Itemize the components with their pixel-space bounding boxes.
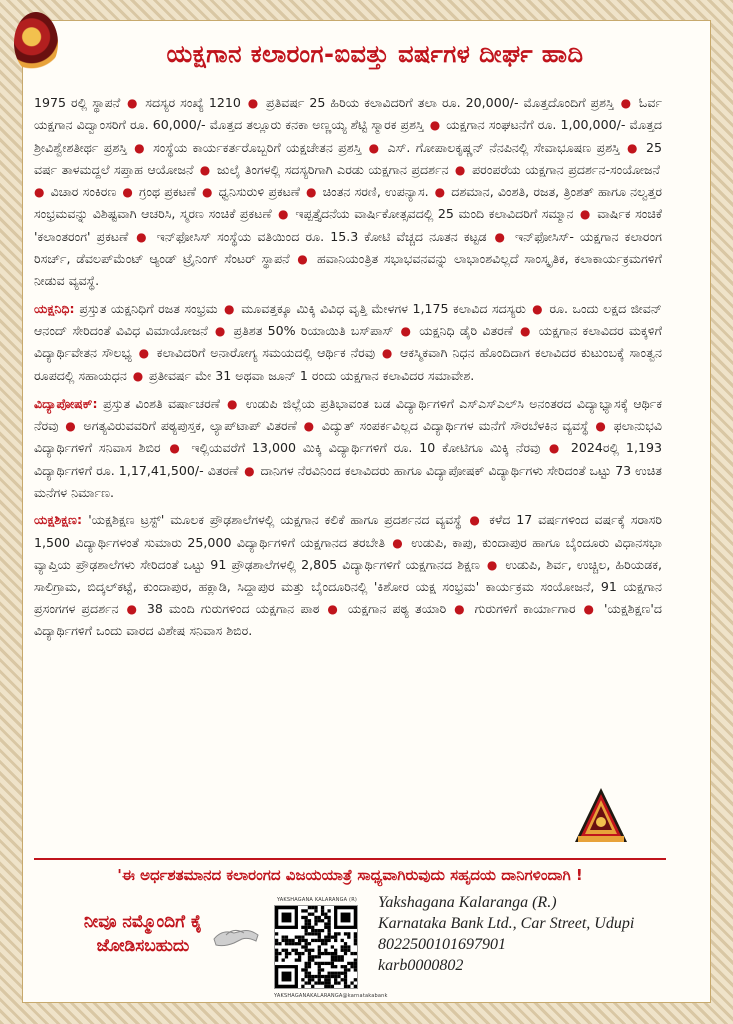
bullet-icon: ●: [527, 301, 548, 316]
join-line-1: ನೀವೂ ನಮ್ಮೊಂದಿಗೆ ಕೈ: [83, 912, 203, 932]
list-item: ಉಡುಪಿ ಜಿಲ್ಲೆಯ ಪ್ರತಿಭಾವಂತ ಬಡ ವಿದ್ಯಾರ್ಥಿಗಳಿಗೆ ಎಸ್‌ಎಸ್‌ಎಲ್‌ಸಿ ಅನಂತರದ ವಿದ್ಯಾಭ್ಯಾಸಕ್ಕೆ ಆರ್ಥಿಕ ನೆರವು: [34, 395, 662, 434]
qr-block: [274, 897, 388, 999]
bullet-icon: ●: [195, 162, 216, 177]
list-item: ಪ್ರಸ್ತುತ ಯಕ್ಷನಿಧಿಗೆ ರಜತ ಸಂಭ್ರಮ: [79, 300, 218, 316]
list-item: ಉಡುಪಿ, ಕಾಪು, ಕುಂದಾಪುರ ಹಾಗೂ ಬೈಂದೂರು ವಿಧಾನಸಭಾ ವ್ಯಾಪ್ತಿಯ ಪ್ರೌಢಶಾಲೆಗಳು ಸೇರಿದಂತೆ ಒಟ್ಟು 91 ಪ್ರೌಢಶಾಲೆಗಳಲ್ಲಿ 2,805 ವಿದ್ಯಾರ್ಥಿಗಳಿಗೆ ಯಕ್ಷಗಾನದ ಶಿಕ್ಷಣ: [34, 534, 662, 572]
section-yakshanidhi: [34, 298, 662, 387]
list-item: ಜುಲೈ ತಿಂಗಳಲ್ಲಿ ಸದಸ್ಯರಿಗಾಗಿ ಎರಡು ಯಕ್ಷಗಾನ ಪ್ರದರ್ಶನ: [217, 161, 449, 177]
list-item: ಧ್ವನಿಸುರುಳಿ ಪ್ರಕಟಣೆ: [218, 184, 301, 200]
list-item: ಯಕ್ಷಗಾನ ಕಲಾವಿದರ ಮಕ್ಕಳಿಗೆ ವಿದ್ಯಾರ್ಥಿವೇತನ ಸೌಲಭ್ಯ: [34, 322, 662, 361]
bank-details: [378, 892, 678, 976]
bank-account-name: Yakshagana Kalaranga (R.): [378, 894, 557, 911]
bullet-icon: ●: [240, 463, 259, 478]
list-item: 25 ವರ್ಷ ತಾಳಮದ್ದಲೆ ಸಪ್ತಾಹ ಆಯೋಜನೆ: [34, 139, 662, 177]
bullet-icon: ●: [128, 368, 148, 383]
bullet-icon: ●: [395, 323, 418, 338]
list-item: ದಾನಿಗಳ ನೆರವಿನಿಂದ ಕಲಾವಿದರು ಹಾಗೂ ವಿದ್ಯಾಪೋಷಕ್ ವಿದ್ಯಾರ್ಥಿಗಳು ಸೇರಿದಂತೆ ಒಟ್ಟು 73 ಉಚಿತ ಮನೆಗಳ ನಿರ್ಮಾಣ.: [34, 462, 662, 501]
bullet-icon: ●: [128, 140, 152, 155]
bullet-icon: ●: [448, 601, 473, 616]
list-item: ಪ್ರಸ್ತುತ ವಿಂಶತಿ ವರ್ಷಾಚರಣೆ: [103, 395, 220, 411]
bullet-icon: ●: [577, 601, 602, 616]
qr-code[interactable]: [274, 905, 358, 989]
yakshagana-crown-icon: [572, 786, 630, 846]
list-item: ಆಕಸ್ಮಿಕವಾಗಿ ನಿಧನ ಹೊಂದಿದಾಗ ಕಲಾವಿದರ ಕುಟುಂಬಕ್ಕೆ ಸಾಂತ್ವನ ರೂಪದಲ್ಲಿ ಸಹಾಯಧನ: [34, 345, 662, 383]
list-item: ಉಡುಪಿ, ಶಿರ್ವ, ಉಚ್ಚಿಲ, ಹಿರಿಯಡಕ, ಸಾಲಿಗ್ರಾಮ, ಬಿದ್ಕಲ್‌ಕಟ್ಟೆ, ಕುಂದಾಪುರ, ಹಕ್ಲಾಡಿ, ಸಿದ್ದಾಪುರ ಮತ್ತು ಬೈಂದೂರಿನಲ್ಲಿ 'ಕಿಶೋರ ಯಕ್ಷ ಸಂಭ್ರಮ' ಕಾರ್ಯಕ್ರಮ ಸಂಯೋಜನೆ, 91 ಯಕ್ಷಗಾನ ಪ್ರಸಂಗಗಳ ಪ್ರದರ್ಶನ: [34, 556, 662, 616]
list-item: ಸಂಸ್ಥೆಯ ಕಾರ್ಯಕರ್ತರೊಬ್ಬರಿಗೆ ಯಕ್ಷಚೇತನ ಪ್ರಶಸ್ತಿ: [153, 139, 362, 155]
folded-hands-icon: [212, 921, 260, 949]
bullet-icon: ●: [291, 252, 316, 267]
bullet-icon: ●: [60, 419, 82, 434]
list-item: ಓರ್ವ ಯಕ್ಷಗಾನ ವಿದ್ವಾಂಸರಿಗೆ ರೂ. 60,000/- ಮೊತ್ತದ ತಲ್ಲೂರು ಕನಕಾ ಅಣ್ಣಯ್ಯ ಶೆಟ್ಟಿ ಸ್ಮಾರಕ ಪ್ರಶಸ್ತಿ: [34, 95, 662, 133]
bullet-icon: ●: [130, 229, 155, 244]
list-item: ಕಲಾವಿದರಿಗೆ ಅನಾರೋಗ್ಯ ಸಮಯದಲ್ಲಿ ಆರ್ಥಿಕ ನೆರವು: [156, 345, 376, 361]
list-item: 'ಯಕ್ಷಶಿಕ್ಷಣ'ದ ವಿದ್ಯಾರ್ಥಿಗಳಿಗೆ ಒಂದು ವಾರದ ವಿಶೇಷ ಸನಿವಾಸ ಶಿಬಿರ.: [34, 600, 662, 638]
qr-caption-top: YAKSHAGANA KALARANGA (R): [276, 897, 358, 903]
bullet-icon: ●: [481, 557, 504, 572]
list-item: ಫಲಾನುಭವಿ ವಿದ್ಯಾರ್ಥಿಗಳಿಗೆ ಸನಿವಾಸ ಶಿಬಿರ: [34, 418, 662, 456]
bullet-icon: ●: [34, 185, 49, 200]
bullet-icon: ●: [321, 601, 346, 616]
list-item: ಇಲ್ಲಿಯವರೆಗೆ 13,000 ಮಿಕ್ಕಿ ವಿದ್ಯಾರ್ಥಿಗಳಿಗೆ ರೂ. 10 ಕೋಟಿಗೂ ಮಿಕ್ಕಿ ನೆರವು: [191, 440, 541, 456]
list-item: ಅಗತ್ಯವಿರುವವರಿಗೆ ಪಠ್ಯಪುಸ್ತಕ, ಲ್ಯಾಪ್‌ಟಾಪ್ ವಿತರಣೆ: [83, 418, 297, 434]
bullet-icon: ●: [209, 323, 232, 338]
list-item: ದಶಮಾನ, ವಿಂಶತಿ, ರಜತ, ತ್ರಿಂಶತ್ ಹಾಗೂ ನಲ್ವತ್ತರ ಸಂಭ್ರಮವನ್ನು ವಿಶಿಷ್ಟವಾಗಿ ಆಚರಿಸಿ, ಸ್ಮರಣ ಸಂಚಿಕೆ ಪ್ರಕಟಣೆ: [34, 184, 662, 222]
bank-ifsc: karb0000802: [378, 957, 464, 974]
list-item: 2024ರಲ್ಲಿ 1,193 ವಿದ್ಯಾರ್ಥಿಗಳಿಗೆ ರೂ. 1,17,41,500/- ವಿತರಣೆ: [34, 440, 662, 478]
list-item: ಯಕ್ಷಗಾನ ಪಠ್ಯ ತಯಾರಿ: [347, 600, 447, 616]
list-item: ಯಕ್ಷನಿಧಿ ಡೈರಿ ವಿತರಣೆ: [419, 322, 513, 338]
list-item: ಗುರುಗಳಿಗೆ ಕಾರ್ಯಾಗಾರ: [474, 600, 576, 616]
bullet-icon: ●: [621, 140, 644, 155]
section-label: ಯಕ್ಷಶಿಕ್ಷಣ:: [34, 512, 89, 528]
section-label: ವಿದ್ಯಾಪೋಷಕ್:: [34, 395, 104, 411]
bullet-icon: ●: [615, 96, 637, 110]
bullet-icon: ●: [197, 185, 217, 200]
bank-branch: Karnataka Bank Ltd., Car Street, Udupi: [378, 915, 635, 932]
list-item: ಹವಾನಿಯಂತ್ರಿತ ಸಭಾಭವನವನ್ನು ಲಾಭಾಂಶವಿಲ್ಲದೆ ಸಾಂಸ್ಕೃತಿಕ, ಕಲಾಕಾರ್ಯಕ್ರಮಗಳಿಗೆ ನೀಡುವ ವ್ಯವಸ್ಥೆ.: [34, 251, 662, 289]
bullet-icon: ●: [430, 185, 450, 200]
section-yakshashikshana: [34, 509, 662, 641]
list-item: ಚಿಂತನ ಸರಣಿ, ಉಪನ್ಯಾಸ.: [322, 184, 429, 200]
bullet-icon: ●: [463, 513, 488, 528]
bullet-icon: ●: [122, 96, 144, 110]
bullet-icon: ●: [515, 323, 537, 338]
list-item: ರೂ. ಒಂದು ಲಕ್ಷದ ಜೀವನ್ ಆನಂದ್ ಸೇರಿದಂತೆ ವಿವಿಧ ವಿಮಾಯೋಜನೆ: [34, 300, 662, 338]
bullet-icon: ●: [120, 601, 145, 616]
list-item: ಪ್ರತಿವರ್ಷ 25 ಹಿರಿಯ ಕಲಾವಿದರಿಗೆ ತಲಾ ರೂ. 20,000/- ಮೊತ್ತದೊಂದಿಗೆ ಪ್ರಶಸ್ತಿ: [265, 95, 614, 110]
list-item: ಇನ್‌ಫೋಸಿಸ್- ಯಕ್ಷಗಾನ ಕಲಾರಂಗ ರಿಸರ್ಚ್, ಡೆವಲಪ್‌ಮೆಂಟ್ ಆ್ಯಂಡ್ ಟ್ರೈನಿಂಗ್ ಸೆಂಟರ್ ಸ್ಥಾಪನೆ: [34, 228, 662, 267]
bank-account-number: 8022500101697901: [378, 936, 506, 953]
list-item: ಎಸ್. ಗೋಪಾಲಕೃಷ್ಣನ್ ನೆನಪಿನಲ್ಲಿ ಸೇವಾಭೂಷಣ ಪ್ರಶಸ್ತಿ: [387, 139, 620, 155]
list-item: ಇನ್‌ಫೋಸಿಸ್ ಸಂಸ್ಥೆಯ ವತಿಯಿಂದ ರೂ. 15.3 ಕೋಟಿ ವೆಚ್ಚದ ನೂತನ ಕಟ್ಟಡ: [156, 228, 487, 244]
yakshagana-headgear-icon: [14, 12, 58, 74]
bullet-icon: ●: [273, 207, 294, 222]
bullet-icon: ●: [590, 419, 612, 434]
join-line-2: ಜೋಡಿಸಬಹುದು: [96, 936, 190, 956]
bullet-icon: ●: [162, 441, 190, 456]
list-item: 38 ಮಂದಿ ಗುರುಗಳಿಂದ ಯಕ್ಷಗಾನ ಪಾಠ: [146, 600, 320, 616]
bullet-icon: ●: [387, 535, 410, 550]
bullet-icon: ●: [363, 140, 386, 155]
divider: [34, 858, 666, 860]
list-item: ಮೂವತ್ತಕ್ಕೂ ಮಿಕ್ಕಿ ವಿವಿಧ ವೃತ್ತಿ ಮೇಳಗಳ 1,175 ಕಲಾವಿದ ಸದಸ್ಯರು: [241, 300, 526, 316]
section-vidyaposhak: [34, 393, 662, 503]
list-item: ಕಳೆದ 17 ವರ್ಷಗಳಿಂದ ವರ್ಷಕ್ಕೆ ಸರಾಸರಿ 1,500 ವಿದ್ಯಾರ್ಥಿಗಳಂತೆ ಸುಮಾರು 25,000 ವಿದ್ಯಾರ್ಥಿಗಳಿಗೆ ಯಕ್ಷಗಾನದ ತರಬೇತಿ: [34, 512, 662, 550]
content: [34, 92, 662, 647]
page-title: ಯಕ್ಷಗಾನ ಕಲಾರಂಗ-ಐವತ್ತು ವರ್ಷಗಳ ದೀರ್ಘ ಹಾದಿ: [166, 40, 584, 68]
list-item: ವಿದ್ಯುತ್ ಸಂಪರ್ಕವಿಲ್ಲದ ವಿದ್ಯಾರ್ಥಿಗಳ ಮನೆಗೆ ಸೌರಬೆಳಕಿನ ವ್ಯವಸ್ಥೆ: [321, 418, 589, 434]
join-us-text: [48, 910, 238, 958]
bullet-icon: ●: [542, 441, 569, 456]
bullet-icon: ●: [575, 207, 596, 222]
bullet-icon: ●: [377, 346, 399, 361]
bullet-icon: ●: [222, 396, 244, 411]
qr-caption-bottom: YAKSHAGANAKALARANGA@karnatakabank: [274, 993, 388, 999]
bullet-icon: ●: [302, 185, 321, 200]
bullet-icon: ●: [425, 118, 445, 133]
list-item: ಪ್ರತೀವರ್ಷ ಮೇ 31 ಅಥವಾ ಜೂನ್ 1 ರಂದು ಯಕ್ಷಗಾನ ಕಲಾವಿದರ ಸಮಾವೇಶ.: [149, 367, 475, 383]
list-item: ಪ್ರತಿಶತ 50% ರಿಯಾಯಿತಿ ಬಸ್‌ಪಾಸ್: [233, 322, 394, 338]
list-item: 1975 ರಲ್ಲಿ ಸ್ಥಾಪನೆ: [34, 95, 121, 110]
donor-quote: 'ಈ ಅರ್ಧಶತಮಾನದ ಕಲಾರಂಗದ ವಿಜಯಯಾತ್ರೆ ಸಾಧ್ಯವಾಗಿರುವುದು ಸಹೃದಯ ದಾನಿಗಳಿಂದಾಗಿ !: [117, 866, 583, 884]
bullet-icon: ●: [450, 162, 471, 177]
bullet-icon: ●: [133, 346, 155, 361]
list-item: ಸದಸ್ಯರ ಸಂಖ್ಯೆ 1210: [145, 95, 241, 110]
list-item: ಯಕ್ಷಗಾನ ಸಂಘಟನೆಗೆ ರೂ. 1,00,000/- ಮೊತ್ತದ ಶ್ರೀವಿಶ್ವೇಶತೀರ್ಥ ಪ್ರಶಸ್ತಿ: [34, 117, 662, 155]
intro-section: [34, 92, 662, 292]
list-item: ಪರಂಪರೆಯ ಯಕ್ಷಗಾನ ಪ್ರದರ್ಶನ-ಸಂಯೋಜನೆ: [472, 161, 660, 177]
list-item: ವಿಚಾರ ಸಂಕಿರಣ: [50, 184, 117, 200]
bullet-icon: ●: [118, 185, 138, 200]
bullet-icon: ●: [219, 301, 240, 316]
list-item: ಗ್ರಂಥ ಪ್ರಕಟಣೆ: [139, 184, 196, 200]
bullet-icon: ●: [242, 96, 264, 110]
bullet-icon: ●: [298, 419, 320, 434]
list-item: ಇಪ್ಪತ್ತೈದನೆಯ ವಾರ್ಷಿಕೋತ್ಸವದಲ್ಲಿ 25 ಮಂದಿ ಕಲಾವಿದರಿಗೆ ಸಮ್ಮಾನ: [295, 206, 574, 222]
list-item: 'ಯಕ್ಷಶಿಕ್ಷಣ ಟ್ರಸ್ಟ್' ಮೂಲಕ ಪ್ರೌಢಶಾಲೆಗಳಲ್ಲಿ ಯಕ್ಷಗಾನ ಕಲಿಕೆ ಹಾಗೂ ಪ್ರದರ್ಶನದ ವ್ಯವಸ್ಥೆ: [88, 512, 462, 528]
list-item: ವಾರ್ಷಿಕ ಸಂಚಿಕೆ 'ಕಲಾಂತರಂಗ' ಪ್ರಕಟಣೆ: [34, 206, 662, 244]
section-label: ಯಕ್ಷನಿಧಿ:: [34, 300, 80, 316]
bullet-icon: ●: [488, 229, 513, 244]
